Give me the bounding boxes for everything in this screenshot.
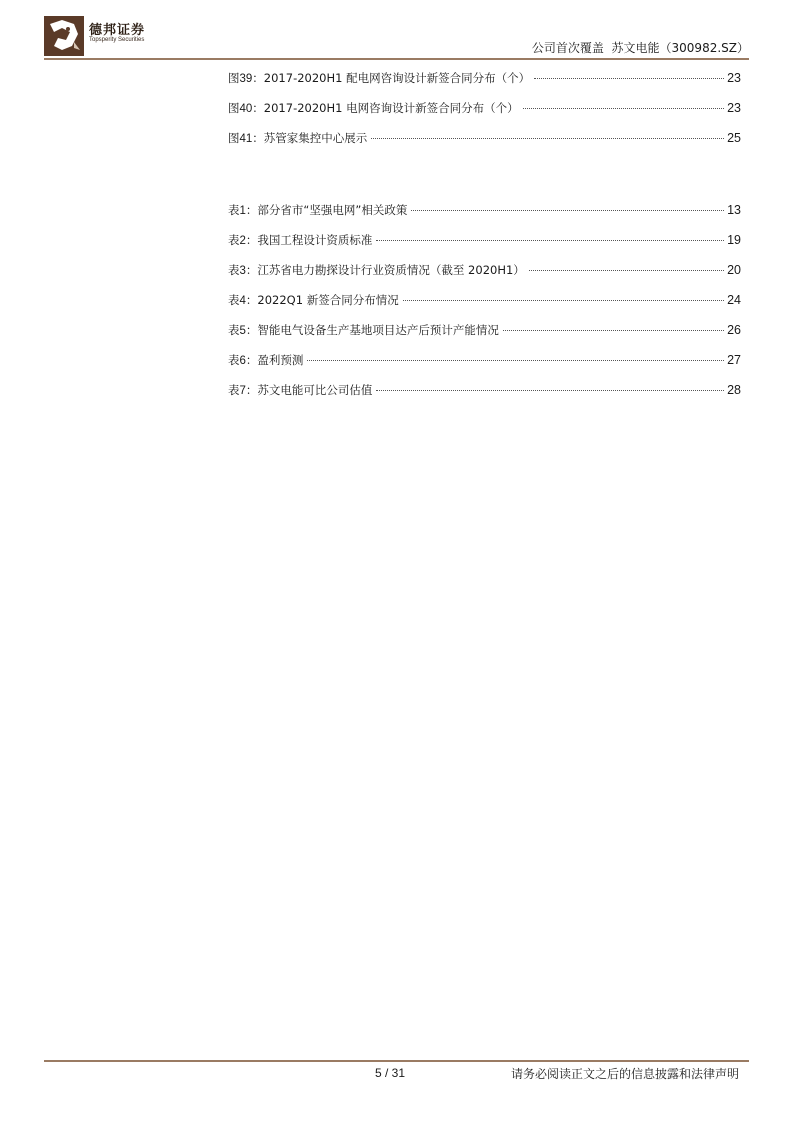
entry-number: 3: [239, 265, 246, 277]
company-logo-icon: [44, 16, 84, 56]
dot-leader: [523, 108, 724, 109]
entry-separator: ：: [252, 71, 264, 85]
entry-label: 图: [228, 131, 240, 145]
header-divider: [44, 58, 749, 60]
footer-divider: [44, 1060, 749, 1062]
entry-title: 盈利预测: [257, 353, 304, 367]
dot-leader: [534, 78, 724, 79]
entry-title: 2022Q1 新签合同分布情况: [257, 293, 399, 307]
logo-text-en: Topsperity Securities: [89, 37, 145, 43]
entry-title: 2017-2020H1 电网咨询设计新签合同分布（个）: [263, 101, 519, 115]
entry-page-number: 24: [727, 293, 741, 307]
entry-separator: ：: [245, 383, 258, 397]
toc-entry-figure-41[interactable]: [228, 130, 741, 160]
figure-list: [228, 70, 741, 160]
entry-title: 苏文电能可比公司估值: [257, 383, 373, 397]
company-name: 苏文电能（300982.SZ）: [611, 41, 749, 55]
toc-entry-table-1[interactable]: [228, 202, 741, 232]
entry-label: 表: [228, 293, 240, 307]
toc-entry-table-3[interactable]: [228, 262, 741, 292]
toc-entry-table-6[interactable]: [228, 352, 741, 382]
entry-separator: ：: [245, 263, 258, 277]
entry-title: 江苏省电力勘探设计行业资质情况（截至 2020H1）: [257, 263, 525, 277]
dot-leader: [371, 138, 724, 139]
entry-page-number: 20: [727, 263, 741, 277]
entry-page-number: 13: [727, 203, 741, 217]
entry-label: 图: [228, 71, 240, 85]
dot-leader: [503, 330, 724, 331]
entry-page-number: 19: [727, 233, 741, 247]
entry-separator: ：: [245, 323, 258, 337]
entry-label: 表: [228, 203, 240, 217]
entry-page-number: 26: [727, 323, 741, 337]
entry-separator: ：: [252, 101, 264, 115]
table-list: [228, 202, 741, 412]
legal-disclaimer: 请务必阅读正文之后的信息披露和法律声明: [510, 1067, 739, 1081]
entry-title: 智能电气设备生产基地项目达产后预计产能情况: [257, 323, 499, 337]
entry-separator: ：: [252, 131, 264, 145]
entry-number: 4: [239, 295, 246, 307]
entry-title: 苏管家集控中心展示: [263, 131, 368, 145]
entry-page-number: 27: [727, 353, 741, 367]
entry-number: 6: [239, 355, 246, 367]
toc-entry-figure-40[interactable]: [228, 100, 741, 130]
header-report-info: [532, 39, 749, 56]
dot-leader: [411, 210, 724, 211]
entry-page-number: 25: [727, 131, 741, 145]
entry-separator: ：: [245, 233, 258, 247]
dot-leader: [376, 390, 724, 391]
entry-number: 39: [239, 73, 253, 85]
entry-separator: ：: [245, 293, 258, 307]
entry-title: 部分省市“坚强电网”相关政策: [257, 203, 408, 217]
report-type: 公司首次覆盖: [531, 41, 604, 55]
entry-label: 表: [228, 383, 240, 397]
toc-entry-table-4[interactable]: [228, 292, 741, 322]
page-indicator: 5 / 31: [374, 1066, 406, 1080]
entry-number: 1: [239, 205, 246, 217]
dot-leader: [403, 300, 724, 301]
entry-page-number: 23: [727, 71, 741, 85]
dot-leader: [529, 270, 724, 271]
entry-page-number: 28: [727, 383, 741, 397]
entry-label: 表: [228, 263, 240, 277]
toc-entry-figure-39[interactable]: [228, 70, 741, 100]
entry-label: 表: [228, 353, 240, 367]
dot-leader: [307, 360, 724, 361]
entry-separator: ：: [245, 353, 258, 367]
entry-number: 7: [239, 385, 246, 397]
toc-entry-table-5[interactable]: [228, 322, 741, 352]
entry-label: 表: [228, 323, 240, 337]
toc-entry-table-2[interactable]: [228, 232, 741, 262]
entry-separator: ：: [245, 203, 258, 217]
logo-text-cn: 德邦证券: [89, 23, 146, 38]
entry-title: 2017-2020H1 配电网咨询设计新签合同分布（个）: [263, 71, 531, 85]
entry-number: 5: [239, 325, 246, 337]
entry-page-number: 23: [727, 101, 741, 115]
entry-number: 41: [239, 133, 253, 145]
entry-number: 2: [239, 235, 246, 247]
entry-label: 图: [228, 101, 240, 115]
entry-title: 我国工程设计资质标准: [257, 233, 373, 247]
dot-leader: [376, 240, 724, 241]
toc-entry-table-7[interactable]: [228, 382, 741, 412]
page-header: [0, 0, 793, 62]
entry-label: 表: [228, 233, 240, 247]
entry-number: 40: [239, 103, 253, 115]
